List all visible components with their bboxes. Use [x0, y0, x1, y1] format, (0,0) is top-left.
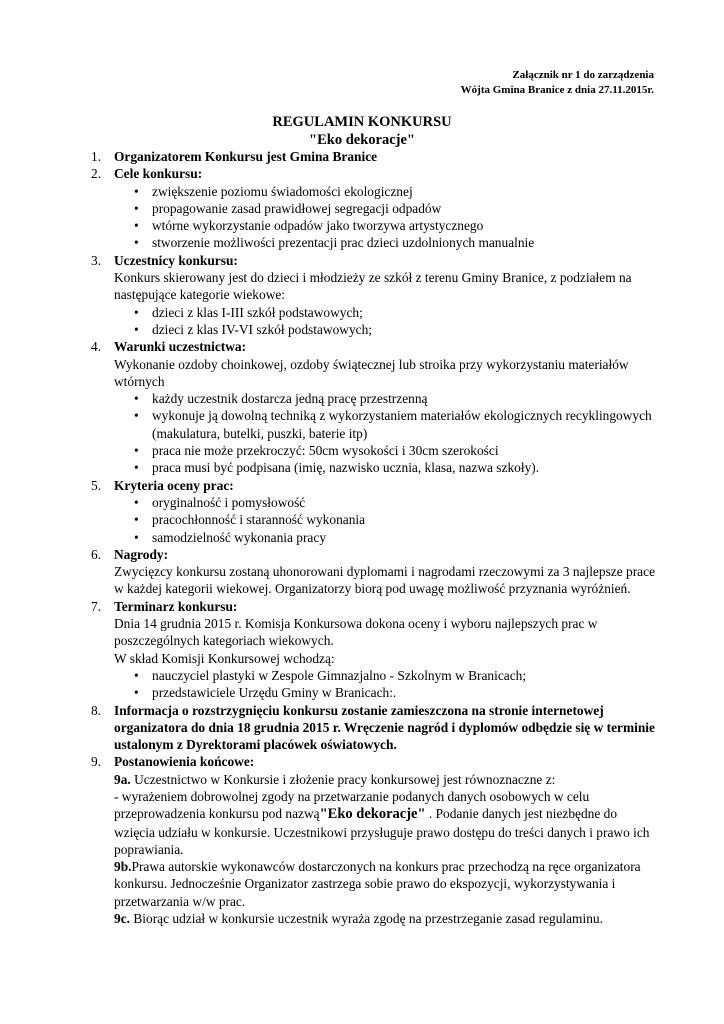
section-text: Dnia 14 grudnia 2015 r. Komisja Konkursowa dokona oceny i wyboru najlepszych prac w poszczególnych kategoriach wiekowych. [114, 616, 598, 649]
section-7 [91, 598, 661, 702]
clause-9a-consent [114, 788, 661, 858]
section-3 [91, 252, 661, 338]
attachment-header [461, 68, 654, 98]
section-text-2: W skład Komisji Konkursowej wchodzą: [114, 650, 335, 666]
section-heading: Warunki uczestnictwa: [114, 339, 247, 355]
clause-label: 9a. [114, 771, 131, 787]
list-item: • praca nie może przekroczyć: 50cm wysokości i 30cm szerokości [114, 442, 661, 459]
title-line-2: "Eko dekoracje" [309, 131, 415, 148]
section-heading: Kryteria oceny prac: [114, 477, 234, 493]
clause-label: 9b. [114, 859, 132, 875]
section-text: Konkurs skierowany jest do dzieci i młodzieży ze szkół z terenu Gminy Branice, z podziałem na następujące kategorie wiekowe: [114, 270, 632, 303]
list-item: • propagowanie zasad prawidłowej segregacji odpadów [114, 200, 661, 217]
list-item: • dzieci z klas I-III szkół podstawowych; [114, 304, 661, 321]
clause-label: 9c. [114, 911, 130, 927]
list-item: • oryginalność i pomysłowość [114, 494, 661, 511]
clause-9a [114, 771, 661, 788]
section-4 [91, 338, 661, 476]
section-number: 2. [91, 166, 102, 182]
section-number: 9. [91, 754, 102, 770]
section-heading: Postanowienia końcowe: [114, 754, 255, 770]
list-item: • zwiększenie poziomu świadomości ekologicznej [114, 183, 661, 200]
list-item: • nauczyciel plastyki w Zespole Gimnazjalno - Szkolnym w Branicach; [114, 667, 661, 684]
attachment-line-1: Załącznik nr 1 do zarządzenia [512, 69, 654, 81]
list-item: • wykonuje ją dowolną techniką z wykorzystaniem materiałów ekologicznych recyklingowych (makulatura, butelki, puszki, baterie itp) [114, 407, 661, 442]
section-number: 8. [91, 702, 102, 718]
list-item: • wtórne wykorzystanie odpadów jako tworzywa artystycznego [114, 217, 661, 234]
section-number: 6. [91, 546, 102, 562]
list-item: • samodzielność wykonania pracy [114, 529, 661, 546]
clause-text: Prawa autorskie wykonawców dostarczonych na konkurs prac przechodzą na ręce organizatora konkursu. Jednocześnie Organizator zastrzega sobie prawo do ekspozycji, wykorzystywania i przetwarzania w/w prac. [114, 859, 641, 909]
section-6 [91, 546, 661, 598]
section-5 [91, 477, 661, 546]
section-8 [91, 702, 661, 754]
section-heading: Organizatorem Konkursu jest Gmina Branice [114, 149, 378, 164]
section-number: 7. [91, 598, 102, 614]
section-heading: Cele konkursu: [114, 166, 203, 182]
section-2 [91, 165, 661, 251]
list-item: • praca musi być podpisana (imię, nazwisko ucznia, klasa, nazwa szkoły). [114, 459, 661, 476]
clause-9c [114, 910, 661, 927]
section-9 [91, 753, 661, 927]
section-heading: Informacja o rozstrzygnięciu konkursu zostanie zamieszczona na stronie internetowej organizatora do dnia 18 grudnia 2015 r. Wręczenie nagród i dyplomów odbędzie się w terminie ustalonym z Dyrektorami placówek oświatowych. [114, 702, 655, 753]
conditions-list [114, 390, 661, 476]
categories-list [114, 304, 661, 339]
clause-text: . Podanie danych jest niezbędne do wzięcia udziału w konkursie. Uczestnikowi przysługuje prawo dostępu do treści danych i prawo ich poprawiania. [114, 806, 650, 857]
list-item: • przedstawiciele Urzędu Gminy w Branicach:. [114, 684, 661, 701]
section-text: Wykonanie ozdoby choinkowej, ozdoby świątecznej lub stroika przy wykorzystaniu materiałów wtórnych [114, 356, 629, 389]
criteria-list [114, 494, 661, 546]
regulations-body [91, 148, 661, 927]
committee-list [114, 667, 661, 702]
section-1 [91, 148, 661, 165]
clause-text: - wyrażeniem dobrowolnej zgody na przetwarzanie podanych danych osobowych w celu przeprowadzenia konkursu pod nazwą [114, 788, 590, 822]
contest-name: "Eko dekoracje" [319, 806, 426, 823]
clause-text: Uczestnictwo w Konkursie i złożenie pracy konkursowej jest równoznaczne z: [130, 771, 556, 787]
section-heading: Nagrody: [114, 546, 169, 562]
section-heading: Terminarz konkursu: [114, 598, 238, 614]
section-heading: Uczestnicy konkursu: [114, 252, 238, 268]
section-text: Zwycięzcy konkursu zostaną uhonorowani dyplomami i nagrodami rzeczowymi za 3 najlepsze prace w każdej kategorii wiekowej. Organizatorzy biorą pod uwagę możliwość przyznania wyróżnień. [114, 564, 656, 597]
section-number: 5. [91, 477, 102, 493]
section-number: 3. [91, 252, 102, 268]
title-line-1: REGULAMIN KONKURSU [272, 114, 452, 130]
section-number: 1. [91, 149, 102, 164]
list-item: • pracochłonność i staranność wykonania [114, 511, 661, 528]
goals-list [114, 183, 661, 252]
attachment-line-2: Wójta Gmina Branice z dnia 27.11.2015r. [460, 84, 654, 96]
list-item: • stworzenie możliwości prezentacji prac dzieci uzdolnionych manualnie [114, 234, 661, 251]
clause-text: Biorąc udział w konkursie uczestnik wyraża zgodę na przestrzeganie zasad regulaminu. [130, 911, 603, 927]
list-item: • każdy uczestnik dostarcza jedną pracę przestrzenną [114, 390, 661, 407]
section-number: 4. [91, 339, 102, 355]
clause-9b [114, 858, 661, 910]
list-item: • dzieci z klas IV-VI szkół podstawowych; [114, 321, 661, 338]
document-title [0, 114, 724, 149]
